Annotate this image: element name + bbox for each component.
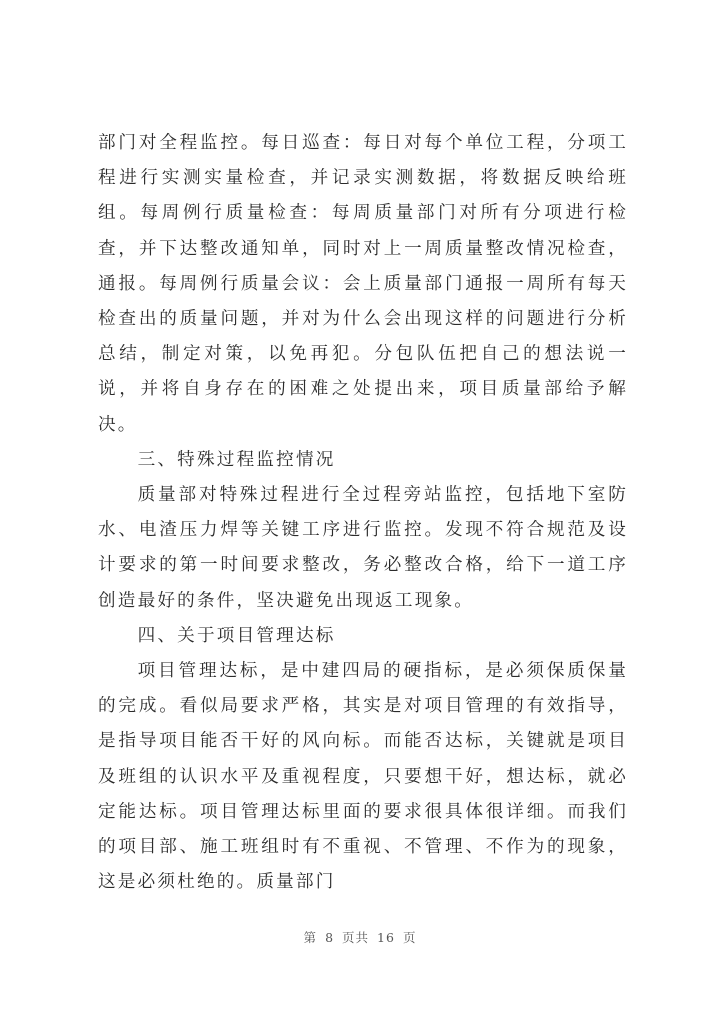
footer-total-pages: 16 [377, 930, 395, 945]
footer-prefix: 第 [303, 930, 318, 945]
section-heading-special-process: 三、特殊过程监控情况 [137, 449, 336, 470]
document-body [98, 126, 628, 900]
paragraph-special-process: 质量部对特殊过程进行全过程旁站监控，包括地下室防水、电渣压力焊等关键工序进行监控。发现不符合规范及设计要求的第一时间要求整改，务必整改合格，给下一道工序创造最好的条件，坚决避免出现返工现象。 [98, 485, 628, 611]
paragraph-quality-inspection: 部门对全程监控。每日巡查：每日对每个单位工程，分项工程进行实测实量检查，并记录实测数据，将数据反映给班组。每周例行质量检查：每周质量部门对所有分项进行检查，并下达整改通知单，同时对上一周质量整改情况检查，通报。每周例行质量会议：会上质量部门通报一周所有每天检查出的质量问题，并对为什么会出现这样的问题进行分析总结，制定对策，以免再犯。分包队伍把自己的想法说一说，并将自身存在的困难之处提出来，项目质量部给予解决。 [98, 133, 628, 435]
page-footer [0, 928, 720, 946]
footer-middle: 页共 [342, 930, 370, 945]
paragraph-project-management: 项目管理达标，是中建四局的硬指标，是必须保质保量的完成。看似局要求严格，其实是对项目管理的有效指导，是指导项目能否干好的风向标。而能否达标，关键就是项目及班组的认识水平及重视程度，只要想干好，想达标，就必定能达标。项目管理达标里面的要求很具体很详细。而我们的项目部、施工班组时有不重视、不管理、不作为的现象，这是必须杜绝的。质量部门 [98, 661, 628, 893]
section-heading-project-management: 四、关于项目管理达标 [137, 625, 336, 646]
footer-suffix: 页 [402, 930, 417, 945]
footer-page-number: 8 [325, 930, 335, 945]
